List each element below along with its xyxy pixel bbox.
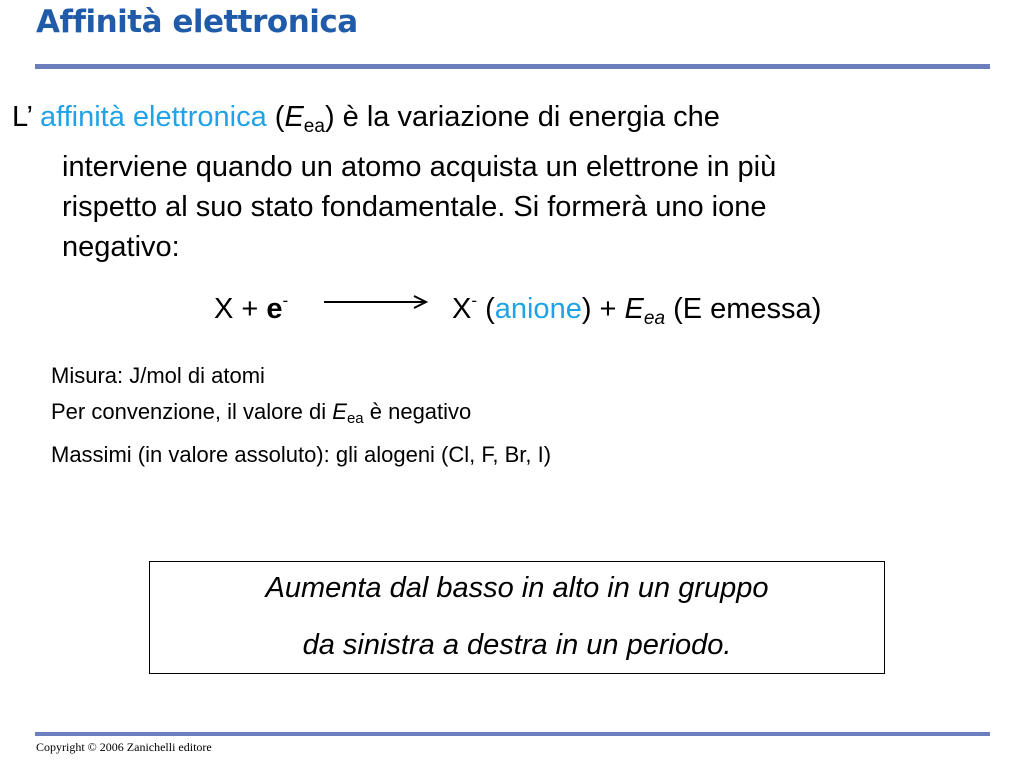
definition-line-2: interviene quando un atomo acquista un elettrone in più (62, 151, 777, 183)
notes-list (51, 358, 551, 473)
definition-paragraph (12, 97, 962, 267)
equation-electron: e (266, 293, 283, 325)
note-convention-prefix: Per convenzione, il valore di (51, 399, 333, 424)
definition-term: affinità elettronica (39, 101, 267, 133)
equation-energy-symbol: E (624, 293, 644, 325)
definition-paren-open: ( (266, 101, 285, 133)
definition-line-4: negativo: (62, 231, 180, 263)
note-convention-suffix: è negativo (363, 399, 472, 424)
reaction-arrow-icon (322, 282, 432, 322)
note-convention-symbol: E (332, 399, 347, 424)
definition-line-3: rispetto al suo stato fondamentale. Si formerà uno ione (62, 191, 767, 223)
definition-line-1 (12, 97, 962, 147)
note-maxima: Massimi (in valore assoluto): gli alogeni (Cl, F, Br, I) (51, 442, 552, 467)
equation-anion-label: anione (494, 293, 582, 325)
definition-symbol-subscript: ea (303, 116, 325, 137)
footer-divider (35, 732, 990, 736)
equation-reactant: X + (214, 293, 267, 325)
equation-energy-note: (E emessa) (665, 293, 822, 325)
summary-line-2: da sinistra a destra in un periodo. (302, 629, 732, 661)
footer-copyright: Copyright © 2006 Zanichelli editore (36, 740, 212, 754)
note-convention (51, 394, 551, 437)
equation-product-charge: - (471, 291, 478, 310)
note-unit: Misura: J/mol di atomi (51, 363, 265, 388)
equation-paren-open: ( (477, 293, 495, 325)
equation-reactants (214, 279, 288, 331)
equation-products (452, 279, 821, 341)
note-convention-subscript: ea (346, 410, 364, 427)
title-divider (35, 64, 990, 69)
equation-plus: ) + (581, 293, 625, 325)
equation-product: X (452, 293, 472, 325)
equation-electron-charge: - (282, 291, 289, 310)
definition-line-1-rest: ) è la variazione di energia che (324, 101, 720, 133)
summary-box (149, 561, 885, 674)
slide-title: Affinità elettronica (36, 4, 358, 40)
equation-energy-subscript: ea (643, 308, 666, 329)
definition-prefix: L’ (12, 101, 40, 133)
reaction-equation (0, 279, 1024, 329)
summary-line-1: Aumenta dal basso in alto in un gruppo (265, 572, 769, 604)
definition-symbol: E (284, 101, 304, 133)
